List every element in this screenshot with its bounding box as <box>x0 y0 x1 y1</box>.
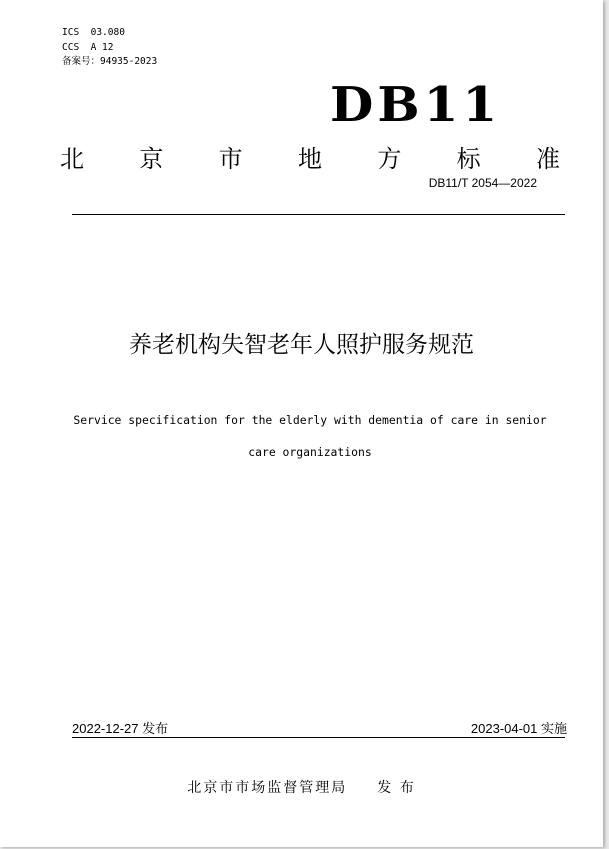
standard-type-char: 标 <box>456 145 481 173</box>
ics-code: ICS 03.080 <box>62 27 125 38</box>
document-title-cn: 养老机构失智老年人照护服务规范 <box>129 332 474 358</box>
issuer-line <box>0 777 603 797</box>
standard-type-char: 市 <box>218 145 243 173</box>
standard-code: DB11/T 2054—2022 <box>428 176 537 190</box>
db11-logo: DB11 <box>330 76 502 133</box>
publish-date: 2022-12-27 发布 <box>72 721 169 736</box>
ccs-code: CCS A 12 <box>62 41 114 53</box>
footer-divider <box>72 737 565 738</box>
issue-label: 发 布 <box>377 780 416 796</box>
standard-type-char: 准 <box>535 145 560 173</box>
standard-type-char: 方 <box>377 145 402 173</box>
document-title-en <box>60 404 560 468</box>
header-divider <box>72 214 565 215</box>
issuing-authority: 北京市市场监督管理局 <box>187 780 348 796</box>
standard-type-heading <box>60 145 560 173</box>
title-en-line: care organizations <box>248 445 372 459</box>
title-en-line: Service specification for the elderly with dementia of care in senior <box>73 413 547 427</box>
implement-date: 2023-04-01 实施 <box>470 721 567 736</box>
standard-type-char: 北 <box>60 145 84 173</box>
standard-type-char: 京 <box>139 145 164 173</box>
filing-number: 备案号：94935-2023 <box>62 56 158 67</box>
standard-type-char: 地 <box>297 145 322 173</box>
classification-block <box>62 26 157 70</box>
